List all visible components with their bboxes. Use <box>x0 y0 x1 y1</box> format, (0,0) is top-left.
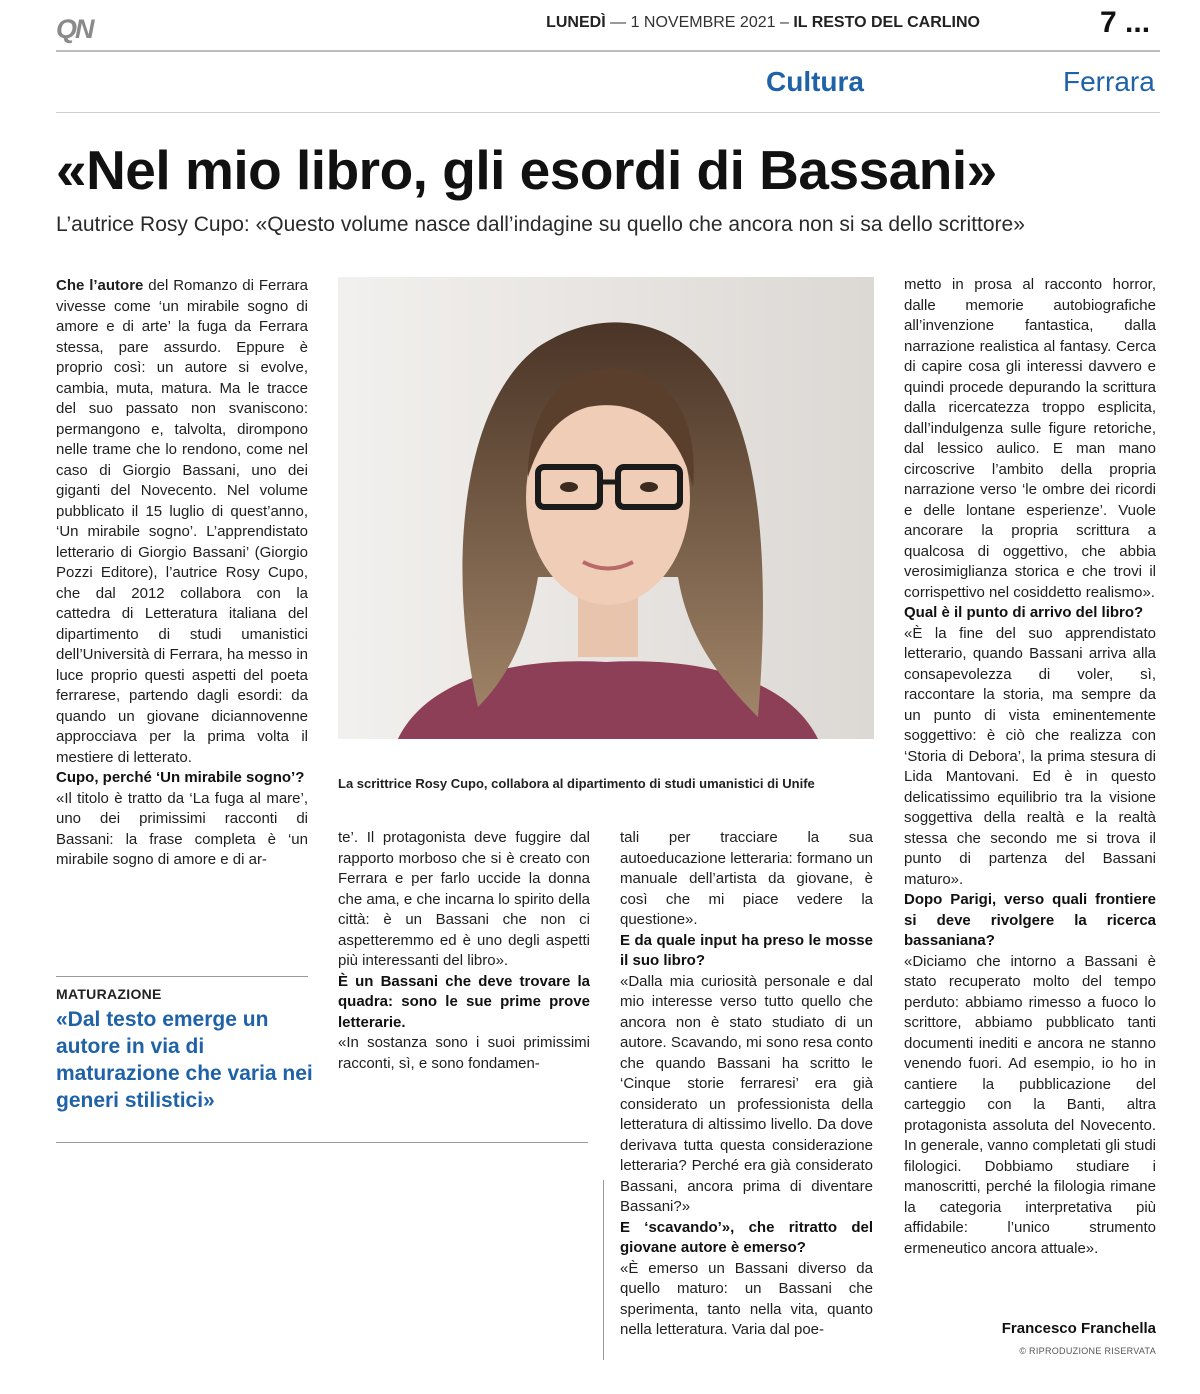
question-4: E ‘scavando’», che ritratto del giovane autore è emerso? <box>620 1218 873 1256</box>
portrait-illustration <box>338 277 874 739</box>
question-5: Qual è il punto di arrivo del libro? <box>904 604 1144 621</box>
section-divider <box>56 112 1160 113</box>
folio-date: 1 NOVEMBRE 2021 <box>630 14 776 31</box>
answer-3: «Dalla mia curiosità personale e dal mio interesse verso tutto quello che ancora non è stato studiato di un autore. Scavando, mi sono resa conto che quando Bassani ha scritto le ‘Cinque storie ferraresi’ era già considerato un professionista della letteratura di altissimo livello. Da dove derivava tutta questa considerazione letteraria? Perché era già considerato Bassani, ancora prima di diventare Bassani?» <box>620 972 873 1215</box>
folio-day: LUNEDÌ <box>546 14 606 31</box>
section-city: Ferrara <box>1063 66 1155 97</box>
article-column-1 <box>56 276 308 871</box>
question-1: Cupo, perché ‘Un mirabile sogno’? <box>56 769 305 786</box>
answer-4-end: metto in prosa al racconto horror, dalle memorie autobiografiche all’invenzione fantastica, dalla narrazione realistica al fantasy. Cerca di capire cosa gli interessi davvero e quindi procede depurando la scrittura dalla ricercatezza troppo esplicita, dall’indulgenza sulle figure retoriche, dal lessico aulico. E man mano circoscrive l’ambito della propria narrazione verso ‘le ombre dei ricordi e delle lontane esperienze’. Vuole ancorare la propria scrittura a qualcosa di oggettivo, che abbia verosimiglianza storica e che trovi il corrispettivo nel cosiddetto realismo». <box>904 276 1156 601</box>
pull-quote-label: MATURAZIONE <box>56 986 162 1002</box>
author-signature: Francesco Franchella <box>1001 1320 1156 1337</box>
column-divider <box>603 1180 604 1360</box>
lead-in: Che l’autore <box>56 277 144 294</box>
answer-1-start: «Il titolo è tratto da ‘La fuga al mare’, uno dei primissimi racconti di Bassani: la frase completa è ‘un mirabile sogno di amore e di ar- <box>56 789 308 868</box>
header-divider <box>56 50 1160 52</box>
question-2: È un Bassani che deve trovare la quadra: sono le sue prime prove letterarie. <box>338 972 590 1031</box>
section-name: Cultura <box>766 66 864 97</box>
lead-text: del Romanzo di Ferrara vivesse come ‘un mirabile sogno di amore e di arte’ la fuga da Ferrara stessa, pare assurdo. Eppure è proprio così: un autore si evolve, cambia, muta, matura. Ma le tracce del suo passato non svaniscono: permangono e, talvolta, dirompono nelle trame che lo rendono, come nel caso di Giorgio Bassani, uno dei giganti del Novecento. Nel volume pubblicato il 15 luglio di quest’anno, ‘Un mirabile sogno’. L’apprendistato letterario di Giorgio Bassani’ (Giorgio Pozzi Editore), l’autrice Rosy Cupo, che dal 2012 collabora con la cattedra di Letteratura italiana del dipartimento di studi umanistici dell’Università di Ferrara, ha messo in luce proprio questi aspetti del poeta ferrarese, partendo dagli esordi: da quando un giovane diciannovenne approcciava per la prima volta il mestiere di letterato. <box>56 277 309 766</box>
answer-1-end: te’. Il protagonista deve fuggire dal rapporto morboso che si è creato con Ferrara e per farlo uccide la donna che ama, e che incarna lo spirito della città: è un Bassani che non ci aspetteremmo ed è uno degli aspetti più interessanti del libro». <box>338 829 590 969</box>
newspaper-logo: QN <box>56 14 93 44</box>
photo-caption: La scrittrice Rosy Cupo, collabora al dipartimento di studi umanistici di Unife <box>338 776 815 791</box>
question-6: Dopo Parigi, verso quali frontiere si deve rivolgere la ricerca bassaniana? <box>904 891 1156 949</box>
article-column-4 <box>904 275 1156 1259</box>
pull-quote-rule-top <box>56 976 308 977</box>
question-3: E da quale input ha preso le mosse il suo libro? <box>620 931 873 969</box>
answer-5: «È la fine del suo apprendistato letterario, quando Bassani arriva alla consapevolezza di voler, sì, raccontare la storia, ma sempre da un punto di vista eminentemente soggettivo: è ciò che realizza con ‘Storia di Debora’, la prima stesura di Lida Mantovani. Ed è in questo delicatissimo equilibrio tra la visione soggettiva della realtà e la realtà stessa che secondo me si trova il punto di partenza del Bassani maturo». <box>904 624 1156 888</box>
lead-paragraph <box>56 276 308 768</box>
folio-newspaper: IL RESTO DEL CARLINO <box>793 14 980 31</box>
answer-4-start: «È emerso un Bassani diverso da quello maturo: un Bassani che sperimenta, tanto nella vita, quanto nella letteratura. Varia dal poe- <box>620 1259 873 1338</box>
article-headline: «Nel mio libro, gli esordi di Bassani» <box>56 139 997 201</box>
folio-line: LUNEDÌ — 1 NOVEMBRE 2021 – IL RESTO DEL CARLINO <box>546 14 980 31</box>
answer-2-start: «In sostanza sono i suoi primissimi racconti, sì, e sono fondamen- <box>338 1034 590 1072</box>
author-photo <box>338 277 874 739</box>
copyright-notice: © RIPRODUZIONE RISERVATA <box>1019 1346 1156 1356</box>
article-column-2 <box>338 828 590 1074</box>
pull-quote-text: «Dal testo emerge un autore in via di maturazione che varia nei generi stilistici» <box>56 1008 313 1112</box>
article-column-3 <box>620 828 873 1341</box>
answer-6: «Diciamo che intorno a Bassani è stato recuperato molto del tempo perduto: abbiamo rimesso a fuoco lo scrittore, abbiamo pubblicato tanti documenti inediti e ancora ne stanno venendo fuori. Ad esempio, io ho in cantiere la pubblicazione del carteggio con la Banti, altra protagonista assoluta del Novecento. In generale, vanno completati gli studi filologici. Dobbiamo studiare i manoscritti, perché la filologia rimane la categoria interpretativa più affidabile: l’unico strumento ermeneutico ancora attuale». <box>904 952 1156 1257</box>
page-number: 7 ... <box>1100 6 1151 39</box>
article-subhead: L’autrice Rosy Cupo: «Questo volume nasce dall’indagine su quello che ancora non si sa dello scrittore» <box>56 213 1025 236</box>
pull-quote-rule-bottom <box>56 1142 588 1143</box>
answer-2-end: tali per tracciare la sua autoeducazione letteraria: formano un manuale dell’artista da giovane, è così che mi piace vedere la questione». <box>620 829 873 928</box>
